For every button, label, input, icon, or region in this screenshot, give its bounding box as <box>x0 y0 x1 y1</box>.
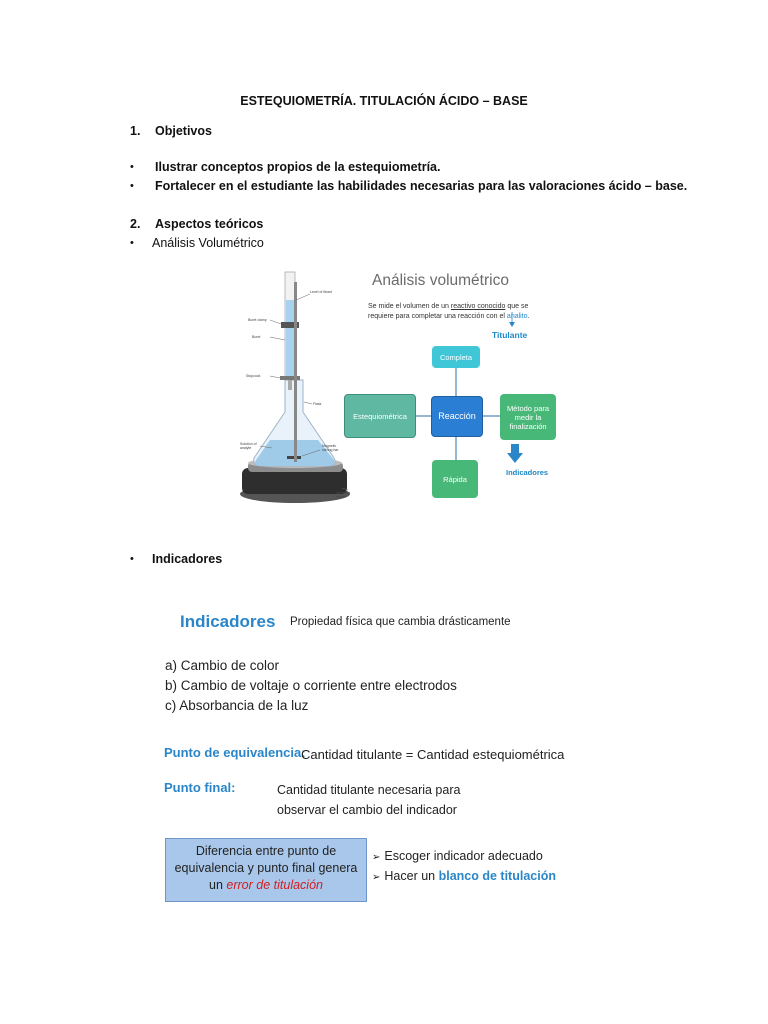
choice-1-text: Escoger indicador adecuado <box>384 849 543 863</box>
document-title: ESTEQUIOMETRÍA. TITULACIÓN ÁCIDO – BASE <box>240 94 528 108</box>
box-line-3 <box>166 877 366 894</box>
bullet-glyph: • <box>130 161 134 173</box>
node-reaccion: Reacción <box>431 396 483 437</box>
equivalence-point-text: Cantidad titulante = Cantidad estequiométrica <box>301 747 565 762</box>
indicator-item-a: a) Cambio de color <box>165 658 280 673</box>
objective-item-1: Ilustrar conceptos propios de la estequiometría. <box>155 160 441 174</box>
arrow-bullet-icon: ➢ <box>372 852 381 863</box>
bullet-glyph: • <box>130 553 134 565</box>
equivalence-point-label: Punto de equivalencia: <box>164 745 306 760</box>
choice-2-text: Hacer un <box>384 869 439 883</box>
figure-indicadores <box>160 600 580 910</box>
bullet-glyph: • <box>130 237 134 249</box>
desc-text: . <box>527 313 530 320</box>
node-completa: Completa <box>432 346 480 368</box>
indicadores-label: Indicadores <box>506 468 549 477</box>
figure2-heading: Indicadores <box>180 612 276 631</box>
section-2-heading: Aspectos teóricos <box>155 217 264 231</box>
apparatus-label: Buret clamp <box>248 318 267 322</box>
choice-2 <box>372 869 556 883</box>
choice-1 <box>372 849 543 863</box>
apparatus-label: Buret <box>252 335 261 339</box>
bullet-glyph: • <box>130 180 134 192</box>
indicator-item-b: b) Cambio de voltaje o corriente entre electrodos <box>165 678 457 693</box>
bullet-indicadores: Indicadores <box>152 552 223 566</box>
section-1-number: 1. <box>130 124 141 138</box>
final-point-text-1: Cantidad titulante necesaria para <box>277 783 461 797</box>
blanco-de-titulacion: blanco de titulación <box>438 869 556 883</box>
final-point-text-2: observar el cambio del indicador <box>277 803 457 817</box>
objective-item-2: Fortalecer en el estudiante las habilidades necesarias para las valoraciones ácido – base. <box>155 179 688 193</box>
error-de-titulacion: error de titulación <box>226 878 323 892</box>
desc-underlined: reactivo conocido <box>450 303 506 310</box>
apparatus-label: Stopcock <box>246 374 261 378</box>
box-un: un <box>209 878 227 892</box>
bullet-analisis-volumetrico: Análisis Volumétrico <box>152 236 264 250</box>
desc-text: Se mide el volumen de un <box>368 303 451 310</box>
apparatus-label: Solution of analyte <box>240 442 257 450</box>
section-1-heading: Objetivos <box>155 124 212 138</box>
apparatus-label: Magnetic stirrer <box>336 491 351 499</box>
apparatus-label: Magnetic stirring bar <box>322 444 339 452</box>
final-point-label: Punto final: <box>164 780 236 795</box>
titulante-label: Titulante <box>492 330 528 340</box>
node-metodo: Método para medir la finalización <box>500 394 556 440</box>
figure2-property: Propiedad física que cambia drásticamente <box>290 616 511 628</box>
figure1-title: Análisis volumétrico <box>372 272 509 289</box>
desc-analyte: analito <box>506 313 528 320</box>
indicator-item-c: c) Absorbancia de la luz <box>165 698 309 713</box>
arrow-bullet-icon: ➢ <box>372 872 381 883</box>
box-line-2: equivalencia y punto final genera <box>174 861 358 875</box>
node-estequiometrica: Estequiométrica <box>344 394 416 438</box>
apparatus-label: Flask <box>313 402 322 406</box>
section-2-number: 2. <box>130 217 141 231</box>
figure-analisis-volumetrico <box>230 262 562 506</box>
titration-error-box <box>165 838 367 902</box>
node-rapida: Rápida <box>432 460 478 498</box>
desc-text: que se requiere para completar una reacción con el <box>368 303 529 320</box>
apparatus-label: Level of titrant <box>310 290 332 294</box>
box-line-1: Diferencia entre punto de <box>195 844 337 858</box>
